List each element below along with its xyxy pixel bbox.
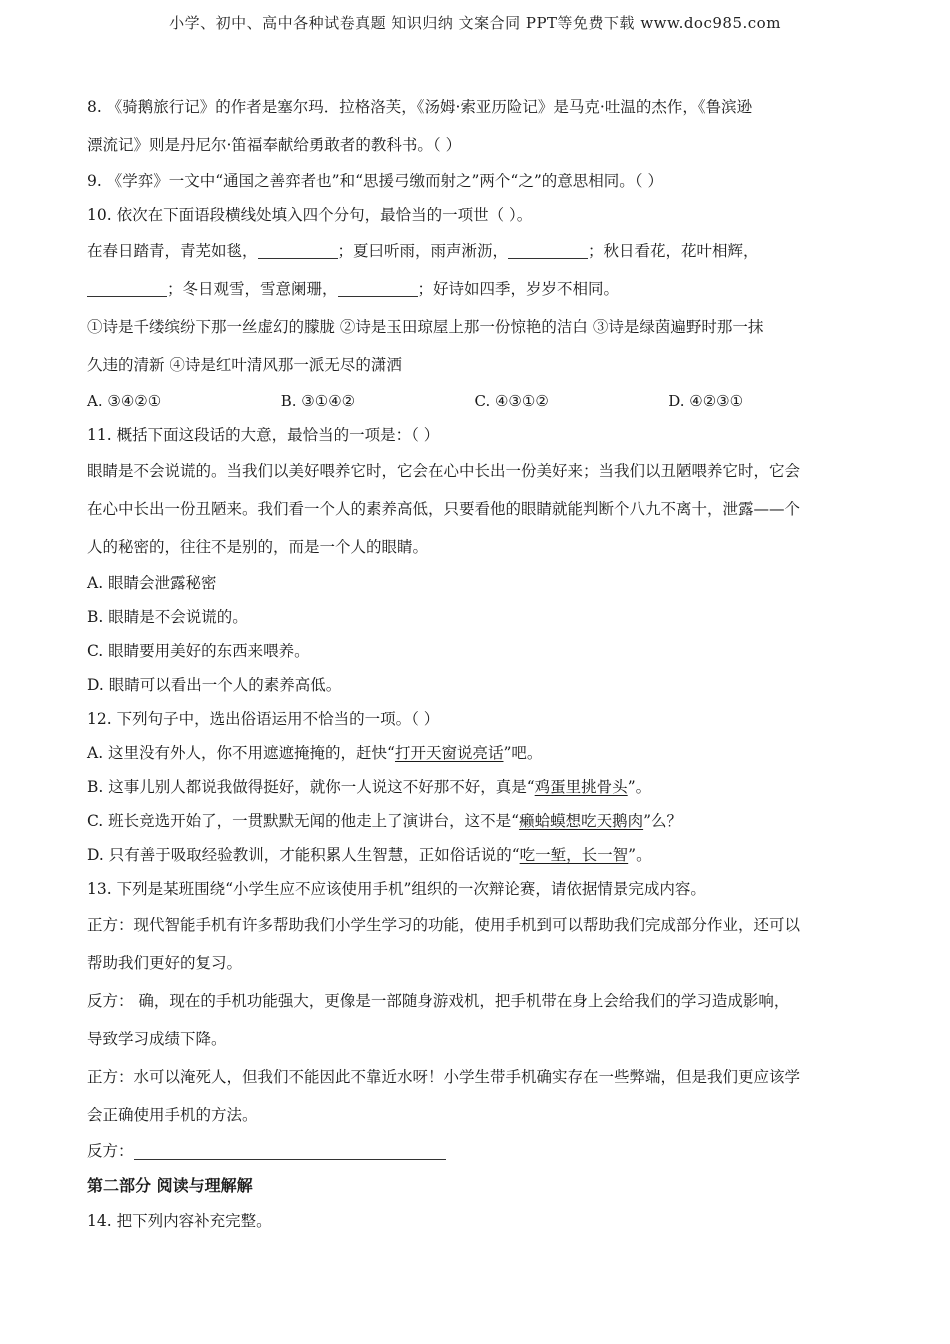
q10-choice-d: D. ④②③① (668, 392, 744, 410)
q10-blank-2 (508, 240, 588, 259)
q12-choice-c (87, 804, 862, 838)
q13-con-2-label: 反方： (87, 1142, 134, 1160)
q11-choice-c: C. 眼睛要用美好的东西来喂养。 (87, 642, 310, 660)
q10-choice-b: B. ③①④② (280, 392, 356, 410)
page-header: 小学、初中、高中各种试卷真题 知识归纳 文案合同 PPT等免费下载 www.doc985.com (169, 14, 781, 32)
q9-line1: 9. 《学弈》一文中“通国之善弈者也”和“思援弓缴而射之”两个“之”的意思相同。（ ） (87, 172, 663, 190)
q10-blank-4 (338, 278, 418, 297)
q10-choices (87, 384, 862, 418)
q11-choice-b: B. 眼睛是不会说谎的。 (87, 608, 248, 626)
q11-passage-line2: 在心中长出一份丑陋来。我们看一个人的素养高低，只要看他的眼睛就能判断个八九不离十，泄露——个 (87, 500, 801, 518)
q10-choice-c: C. ④③①② (474, 392, 549, 410)
section-2-title: 第二部分 阅读与理解解 (87, 1176, 253, 1195)
q10-sentences-line2: 久违的清新 ④诗是红叶清风那一派无尽的潇洒 (87, 356, 402, 374)
question-8 (87, 88, 862, 164)
question-12 (87, 702, 862, 872)
q10-blank-3 (87, 278, 167, 297)
q8-line2: 漂流记》则是丹尼尔·笛福奉献给勇敢者的教科书。（ ） (87, 136, 462, 154)
q11-stem: 11. 概括下面这段话的大意，最恰当的一项是：（ ） (87, 426, 440, 444)
q10-passage-line1 (87, 232, 862, 270)
q11-choice-a: A. 眼睛会泄露秘密 (87, 574, 217, 592)
q10-stem: 10. 依次在下面语段横线处填入四个分句，最恰当的一项世（ ）。 (87, 206, 533, 224)
q10-text-spring: 在春日踏青，青芜如毯， (87, 242, 258, 260)
q13-con-1-line2: 导致学习成绩下降。 (87, 1030, 227, 1048)
q13-pro-2-line2: 会正确使用手机的方法。 (87, 1106, 258, 1124)
q12-c-end: ”么？ (643, 812, 683, 830)
question-14: 14. 把下列内容补充完整。 (87, 1212, 272, 1230)
question-13 (87, 872, 862, 1168)
q12-b-idiom: 鸡蛋里挑骨头 (534, 778, 628, 796)
q12-a-idiom: 打开天窗说亮话 (394, 744, 504, 762)
q11-passage-line3: 人的秘密的，往往不是别的，而是一个人的眼睛。 (87, 538, 429, 556)
q8-line1: 8. 《骑鹅旅行记》的作者是塞尔玛．拉格洛芙，《汤姆·索亚历险记》是马克·吐温的杰作，《鲁滨逊 (87, 98, 753, 116)
q11-passage-line1: 眼睛是不会说谎的。当我们以美好喂养它时，它会在心中长出一份美好来；当我们以丑陋喂养它时，它会 (87, 462, 801, 480)
q10-text-end: ；好诗如四季，岁岁不相同。 (417, 280, 620, 298)
question-9 (87, 164, 862, 198)
q12-stem: 12. 下列句子中，选出俗语运用不恰当的一项。（ ） (87, 710, 440, 728)
q12-a-end: ”吧。 (503, 744, 543, 762)
q12-b-text: B. 这事儿别人都说我做得挺好，就你一人说这不好那不好，真是“ (87, 778, 535, 796)
q12-d-idiom: 吃一堑，长一智 (519, 846, 629, 864)
q10-choice-a: A. ③④②① (87, 392, 162, 410)
q10-text-winter: ；冬日观雪，雪意阑珊， (167, 280, 338, 298)
q12-b-end: ”。 (627, 778, 652, 796)
q10-blank-1 (258, 240, 338, 259)
q13-pro-1-line2: 帮助我们更好的复习。 (87, 954, 243, 972)
q11-choice-d: D. 眼睛可以看出一个人的素养高低。 (87, 676, 342, 694)
q12-c-text: C. 班长竞选开始了，一贯默默无闻的他走上了演讲台，这不是“ (87, 812, 520, 830)
q10-passage-line2 (87, 270, 862, 308)
q13-pro-1-line1: 正方：现代智能手机有许多帮助我们小学生学习的功能，使用手机到可以帮助我们完成部分作业，还可以 (87, 916, 801, 934)
exam-content (87, 88, 862, 1238)
q13-pro-2-line1: 正方：水可以淹死人，但我们不能因此不靠近水呀！小学生带手机确实存在一些弊端，但是我们更应该学 (87, 1068, 801, 1086)
q12-choice-d (87, 838, 862, 872)
q12-a-text: A. 这里没有外人，你不用遮遮掩掩的，赶快“ (87, 744, 395, 762)
q12-c-idiom: 癞蛤蟆想吃天鹅肉 (519, 812, 644, 830)
question-11 (87, 418, 862, 702)
q12-choice-a (87, 736, 862, 770)
q13-answer-line[interactable] (134, 1139, 446, 1160)
question-10 (87, 198, 862, 418)
q13-stem: 13. 下列是某班围绕“小学生应不应该使用手机”组织的一次辩论赛，请依据情景完成内容。 (87, 880, 706, 898)
q13-con-1-line1: 反方： 确，现在的手机功能强大，更像是一部随身游戏机，把手机带在身上会给我们的学习造成影响， (87, 992, 790, 1010)
q12-d-end: ”。 (628, 846, 652, 864)
q10-text-autumn: ；秋日看花，花叶相辉， (588, 242, 759, 260)
q13-con-2 (87, 1134, 862, 1168)
q10-sentences-line1: ①诗是千缕缤纷下那一丝虚幻的朦胧 ②诗是玉田琼屋上那一份惊艳的洁白 ③诗是绿茵遍野时那一抹 (87, 318, 764, 336)
q12-d-text: D. 只有善于吸取经验教训，才能积累人生智慧，正如俗话说的“ (87, 846, 520, 864)
q10-text-summer: ；夏曰听雨，雨声淅沥， (337, 242, 509, 260)
q12-choice-b (87, 770, 862, 804)
